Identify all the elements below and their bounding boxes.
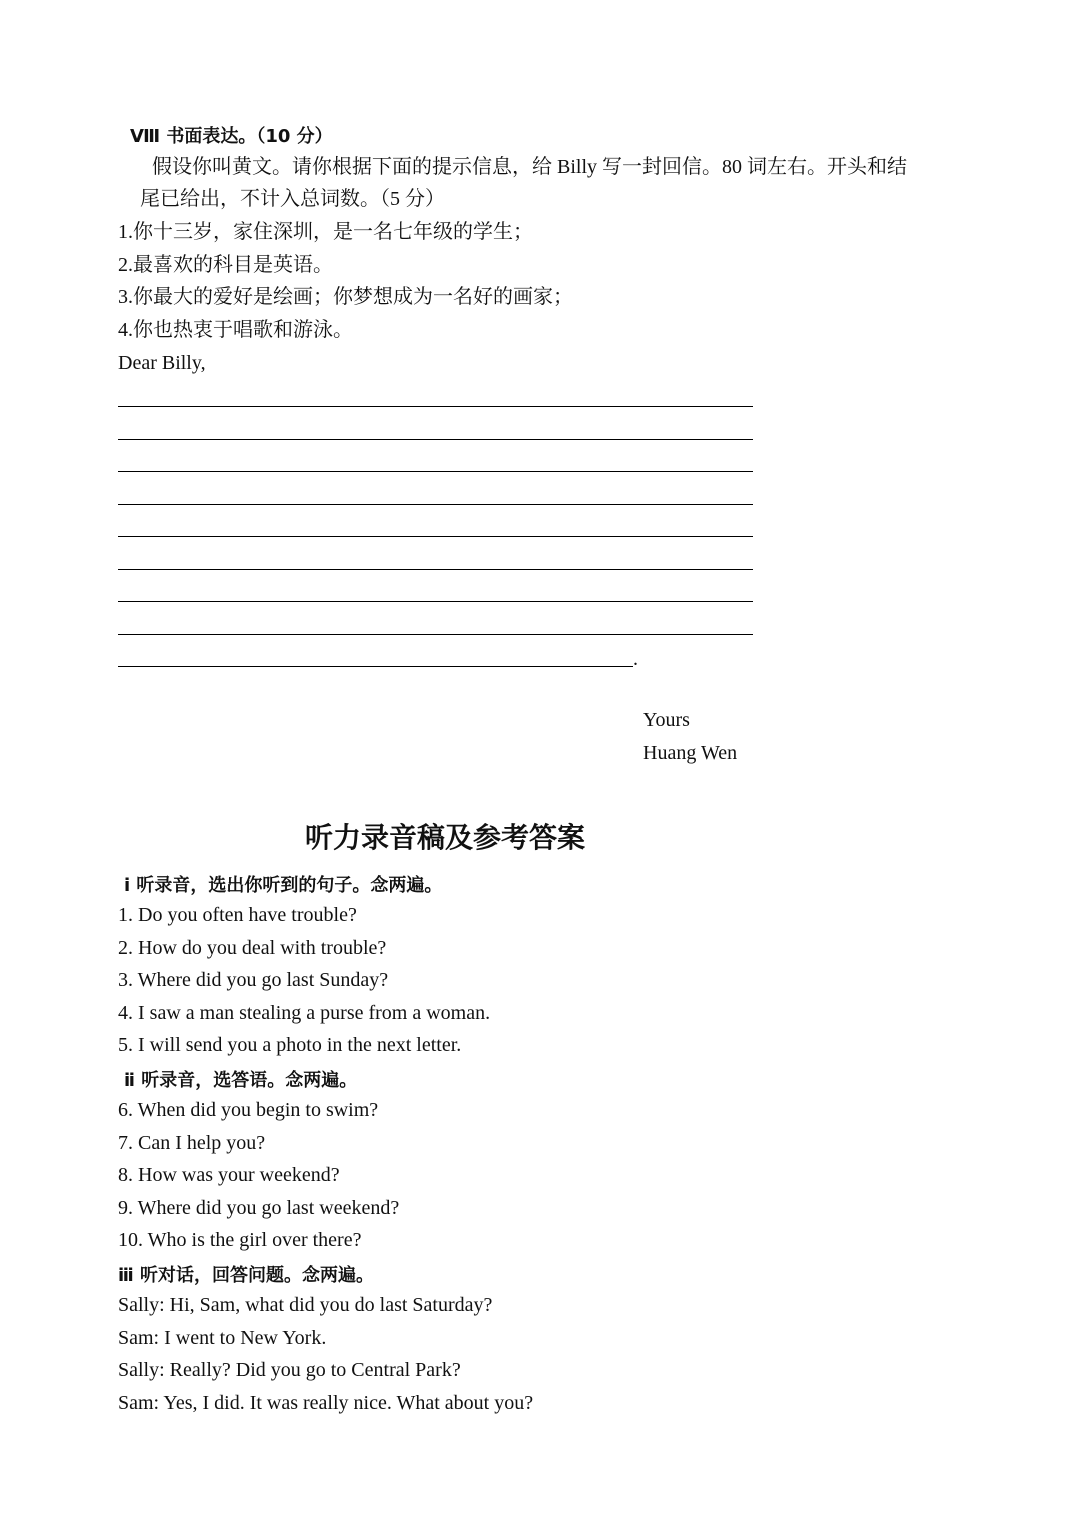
- listening-item: 6. When did you begin to swim?: [118, 1099, 379, 1121]
- writing-line: [118, 634, 753, 635]
- listening-item: 4. I saw a man stealing a purse from a woman.: [118, 1002, 491, 1024]
- writing-line: [118, 601, 753, 602]
- listening-item: 3. Where did you go last Sunday?: [118, 969, 389, 991]
- listening-item: 7. Can I help you?: [118, 1132, 266, 1154]
- section1-heading: ⅰ 听录音，选出你听到的句子。念两遍。: [124, 875, 443, 896]
- writing-line: [118, 406, 753, 407]
- listening-item: 10. Who is the girl over there?: [118, 1229, 362, 1251]
- section2-heading: ⅱ 听录音，选答语。念两遍。: [124, 1070, 358, 1091]
- writing-heading: Ⅷ 书面表达。（10 分）: [130, 126, 333, 147]
- letter-closing: Yours: [643, 709, 690, 731]
- section3-heading: ⅲ 听对话，回答问题。念两遍。: [118, 1265, 374, 1286]
- letter-end-period: .: [633, 648, 638, 670]
- letter-greeting: Dear Billy,: [118, 352, 206, 374]
- dialogue-line: Sally: Really? Did you go to Central Park?: [118, 1359, 461, 1381]
- writing-line: [118, 439, 753, 440]
- dialogue-line: Sam: I went to New York.: [118, 1327, 327, 1349]
- answers-title: 听力录音稿及参考答案: [305, 821, 586, 854]
- writing-line: [118, 569, 753, 570]
- listening-item: 1. Do you often have trouble?: [118, 904, 357, 926]
- writing-point: 3.你最大的爱好是绘画；你梦想成为一名好的画家；: [118, 286, 573, 308]
- letter-signature: Huang Wen: [643, 742, 738, 764]
- writing-point: 1.你十三岁，家住深圳，是一名七年级的学生；: [118, 221, 533, 243]
- listening-item: 8. How was your weekend?: [118, 1164, 340, 1186]
- writing-line: [118, 536, 753, 537]
- listening-item: 2. How do you deal with trouble?: [118, 937, 387, 959]
- writing-line-last: [118, 666, 633, 667]
- writing-point: 2.最喜欢的科目是英语。: [118, 254, 333, 276]
- dialogue-line: Sally: Hi, Sam, what did you do last Saturday?: [118, 1294, 493, 1316]
- listening-item: 5. I will send you a photo in the next letter.: [118, 1034, 462, 1056]
- dialogue-line: Sam: Yes, I did. It was really nice. What about you?: [118, 1392, 534, 1414]
- listening-item: 9. Where did you go last weekend?: [118, 1197, 400, 1219]
- writing-instruction-line2: 尾已给出，不计入总词数。（5 分）: [140, 188, 445, 210]
- writing-instruction-line1: 假设你叫黄文。请你根据下面的提示信息，给 Billy 写一封回信。80 词左右。开头和结: [152, 156, 908, 178]
- writing-line: [118, 504, 753, 505]
- writing-point: 4.你也热衷于唱歌和游泳。: [118, 319, 353, 341]
- writing-line: [118, 471, 753, 472]
